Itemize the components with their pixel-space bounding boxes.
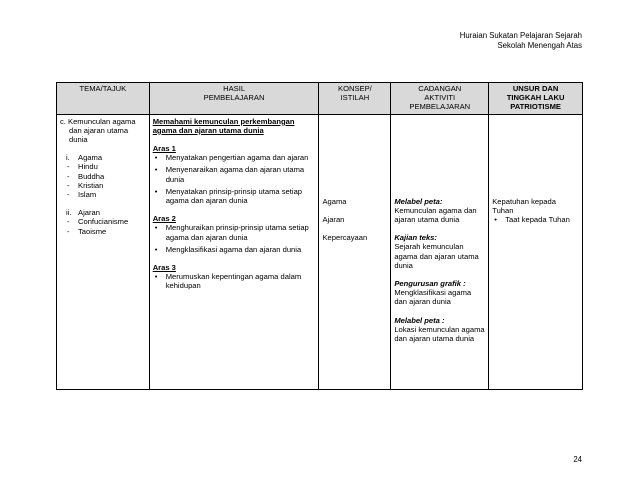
header-cadangan-line3: PEMBELAJARAN bbox=[409, 102, 471, 112]
konsep-item: Ajaran bbox=[322, 214, 345, 224]
cadangan-title: Melabel peta : bbox=[394, 315, 445, 325]
cell-konsep bbox=[319, 114, 391, 389]
page-number: 24 bbox=[573, 455, 582, 464]
tema-ii-list bbox=[60, 217, 146, 235]
list-item: • Menyenaraikan agama dan ajaran utama dunia bbox=[153, 165, 316, 183]
tema-i-label: Agama bbox=[78, 153, 103, 163]
hasil-intro: Memahami kemunculan perkembangan agama dan ajaran utama dunia bbox=[152, 116, 295, 135]
unsur-list bbox=[492, 215, 579, 224]
cell-tema bbox=[57, 114, 150, 389]
tema-title: c. Kemunculan agama dan ajaran utama dunia bbox=[60, 116, 136, 145]
header-unsur-line1: UNSUR DAN bbox=[512, 84, 559, 93]
cadangan-title: Melabel peta: bbox=[394, 196, 443, 206]
header-line-1: Huraian Sukatan Pelajaran Sejarah bbox=[459, 31, 582, 40]
konsep-item: Kepercayaan bbox=[322, 233, 368, 243]
cell-unsur bbox=[489, 114, 583, 389]
aras-1-list bbox=[153, 153, 316, 205]
konsep-item: Agama bbox=[322, 196, 347, 206]
tema-section-ii bbox=[60, 208, 146, 217]
cadangan-title: Kajian teks: bbox=[394, 233, 437, 243]
cell-cadangan bbox=[391, 114, 489, 389]
tema-i-list bbox=[60, 162, 146, 199]
cell-hasil bbox=[149, 114, 319, 389]
cadangan-text: Sejarah kemunculan agama dan ajaran utama dunia bbox=[394, 242, 479, 270]
header-hasil-line2: PEMBELAJARAN bbox=[203, 93, 265, 103]
cadangan-title: Pengurusan grafik : bbox=[394, 279, 466, 289]
cadangan-text: Lokasi kemunculan agama dan ajaran utama dunia bbox=[394, 324, 485, 344]
list-item: - Hindu bbox=[66, 162, 146, 171]
tema-ii-number: ii. bbox=[66, 208, 72, 218]
header-unsur-line2: TINGKAH LAKU bbox=[506, 93, 565, 103]
curriculum-table bbox=[56, 82, 583, 390]
header-unsur-line3: PATRIOTISME bbox=[510, 102, 561, 112]
aras-2-label: Aras 2 bbox=[152, 214, 176, 224]
header-konsep-line1: KONSEP/ bbox=[338, 84, 372, 93]
list-item: - Confucianisme bbox=[66, 217, 146, 226]
table-row bbox=[57, 114, 583, 389]
list-item: • Mengklasifikasi agama dan ajaran dunia bbox=[153, 245, 316, 254]
list-item: - Buddha bbox=[66, 172, 146, 181]
aras-3-list bbox=[153, 272, 316, 290]
list-item: • Menyatakan prinsip-prinsip utama setiap agama dan ajaran dunia bbox=[153, 187, 316, 205]
aras-3-label: Aras 3 bbox=[152, 263, 176, 273]
aras-2-list bbox=[153, 223, 316, 254]
header-konsep-line2: ISTILAH bbox=[340, 93, 370, 103]
tema-ii-label: Ajaran bbox=[78, 208, 100, 218]
list-item: - Islam bbox=[66, 190, 146, 199]
document-header bbox=[460, 31, 582, 51]
list-item: - Kristian bbox=[66, 181, 146, 190]
header-cadangan bbox=[391, 83, 489, 115]
header-cadangan-line1: CADANGAN bbox=[418, 84, 462, 93]
header-hasil-line1: HASIL bbox=[223, 84, 246, 93]
cadangan-text: Kemunculan agama dan ajaran utama dunia bbox=[394, 205, 477, 225]
list-item: • Menyatakan pengertian agama dan ajaran bbox=[153, 153, 316, 162]
header-line-2: Sekolah Menengah Atas bbox=[497, 41, 582, 50]
list-item: • Menghuraikan prinsip-prinsip utama setiap agama dan ajaran dunia bbox=[153, 223, 316, 241]
header-hasil bbox=[149, 83, 319, 115]
list-item: - Taoisme bbox=[66, 227, 146, 236]
list-item: • Taat kepada Tuhan bbox=[492, 215, 579, 224]
list-item: • Merumuskan kepentingan agama dalam kehidupan bbox=[153, 272, 316, 290]
tema-i-number: i. bbox=[66, 153, 70, 163]
header-konsep bbox=[319, 83, 391, 115]
header-tema bbox=[57, 83, 150, 115]
aras-1-label: Aras 1 bbox=[152, 144, 176, 154]
unsur-text: Kepatuhan kepada Tuhan bbox=[492, 196, 556, 215]
header-tema-text: TEMA/TAJUK bbox=[79, 84, 127, 93]
cadangan-text: Mengklasifikasi agama dan ajaran dunia bbox=[394, 288, 472, 307]
header-unsur bbox=[489, 83, 583, 115]
header-cadangan-line2: AKTIVITI bbox=[424, 93, 456, 103]
tema-section-i bbox=[60, 153, 146, 162]
table-header-row bbox=[57, 83, 583, 115]
